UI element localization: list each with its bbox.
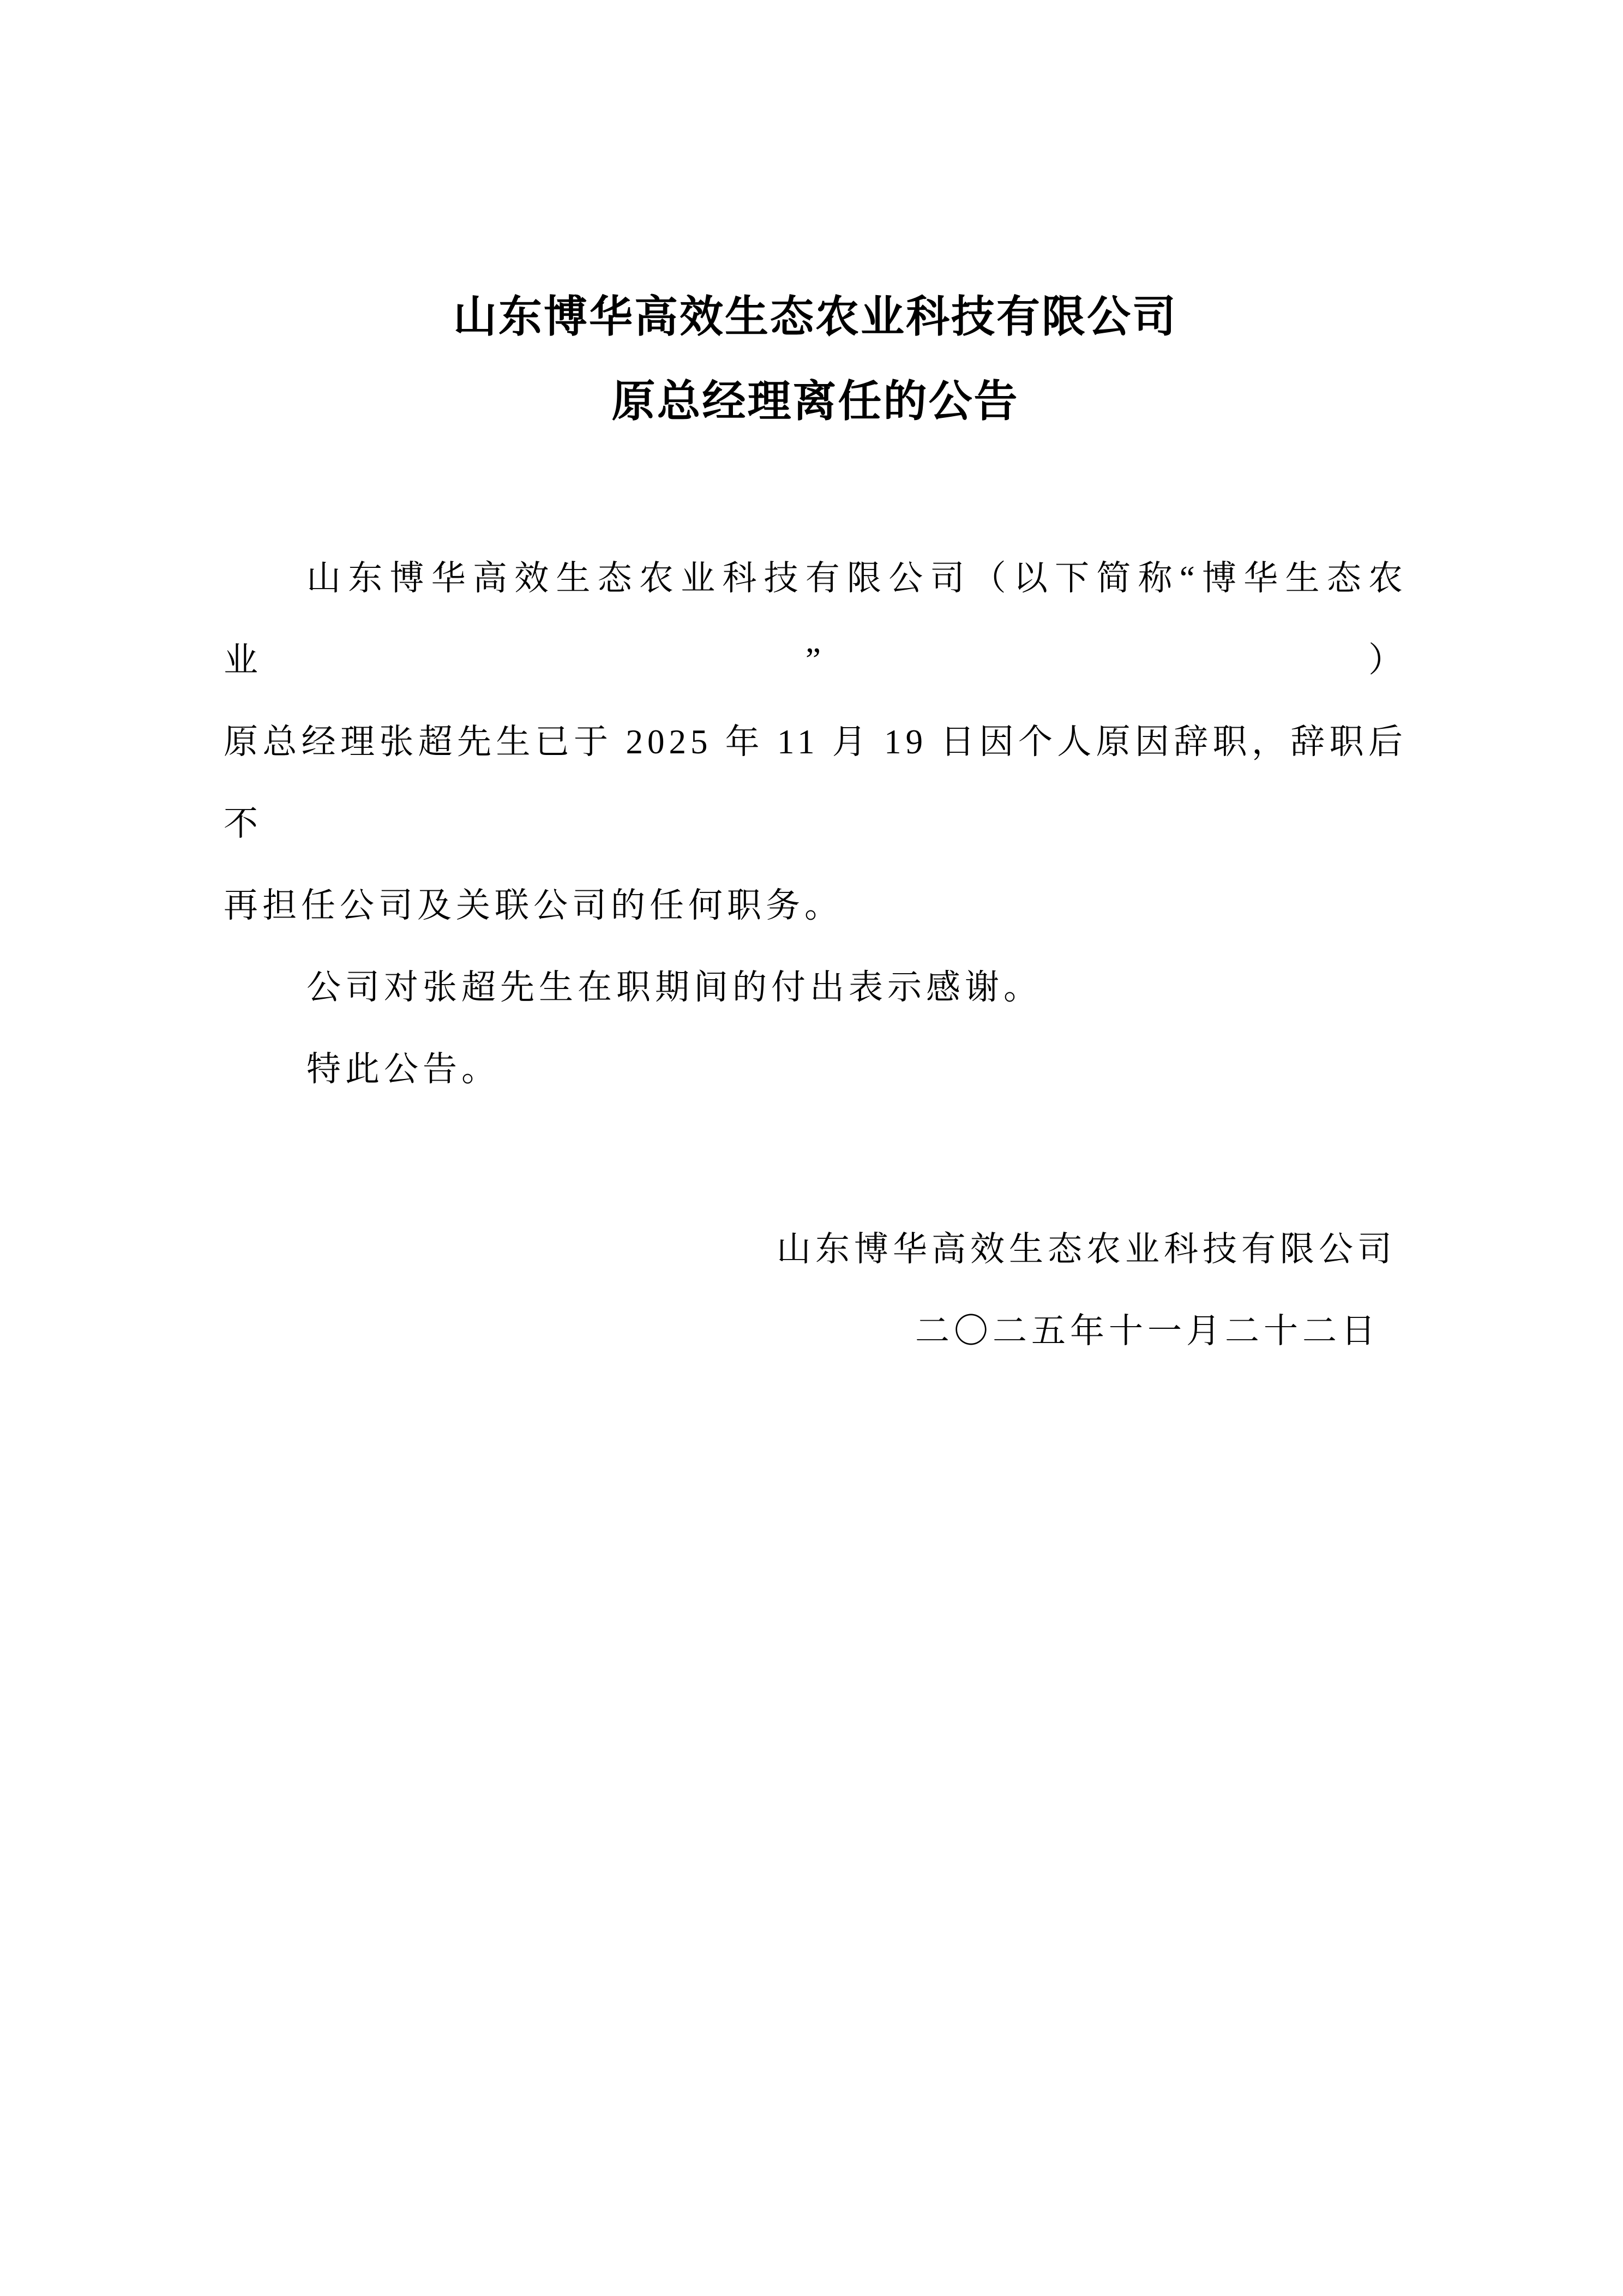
signature-company-name: 山东博华高效生态农业科技有限公司 — [777, 1230, 1396, 1268]
paragraph1-line2: 原总经理张超先生已于 2025 年 11 月 19 日因个人原因辞职，辞职后不 — [224, 723, 1407, 843]
paragraph3-line: 特此公告。 — [306, 1050, 500, 1088]
title-line-subject: 原总经理离任的公告 — [611, 378, 1019, 426]
paragraph1-line1: 山东博华高效生态农业科技有限公司（以下简称“博华生态农业”） — [224, 559, 1407, 679]
document-title — [224, 275, 1407, 445]
title-line-company: 山东博华高效生态农业科技有限公司 — [453, 293, 1177, 341]
document-closing — [224, 1208, 1407, 1372]
document-body — [224, 537, 1407, 1110]
paragraph1-line3: 再担任公司及关联公司的任何职务。 — [224, 886, 843, 925]
signature-date: 二〇二五年十一月二十二日 — [915, 1312, 1380, 1350]
paragraph2-line: 公司对张超先生在职期间的付出表示感谢。 — [306, 968, 1042, 1006]
